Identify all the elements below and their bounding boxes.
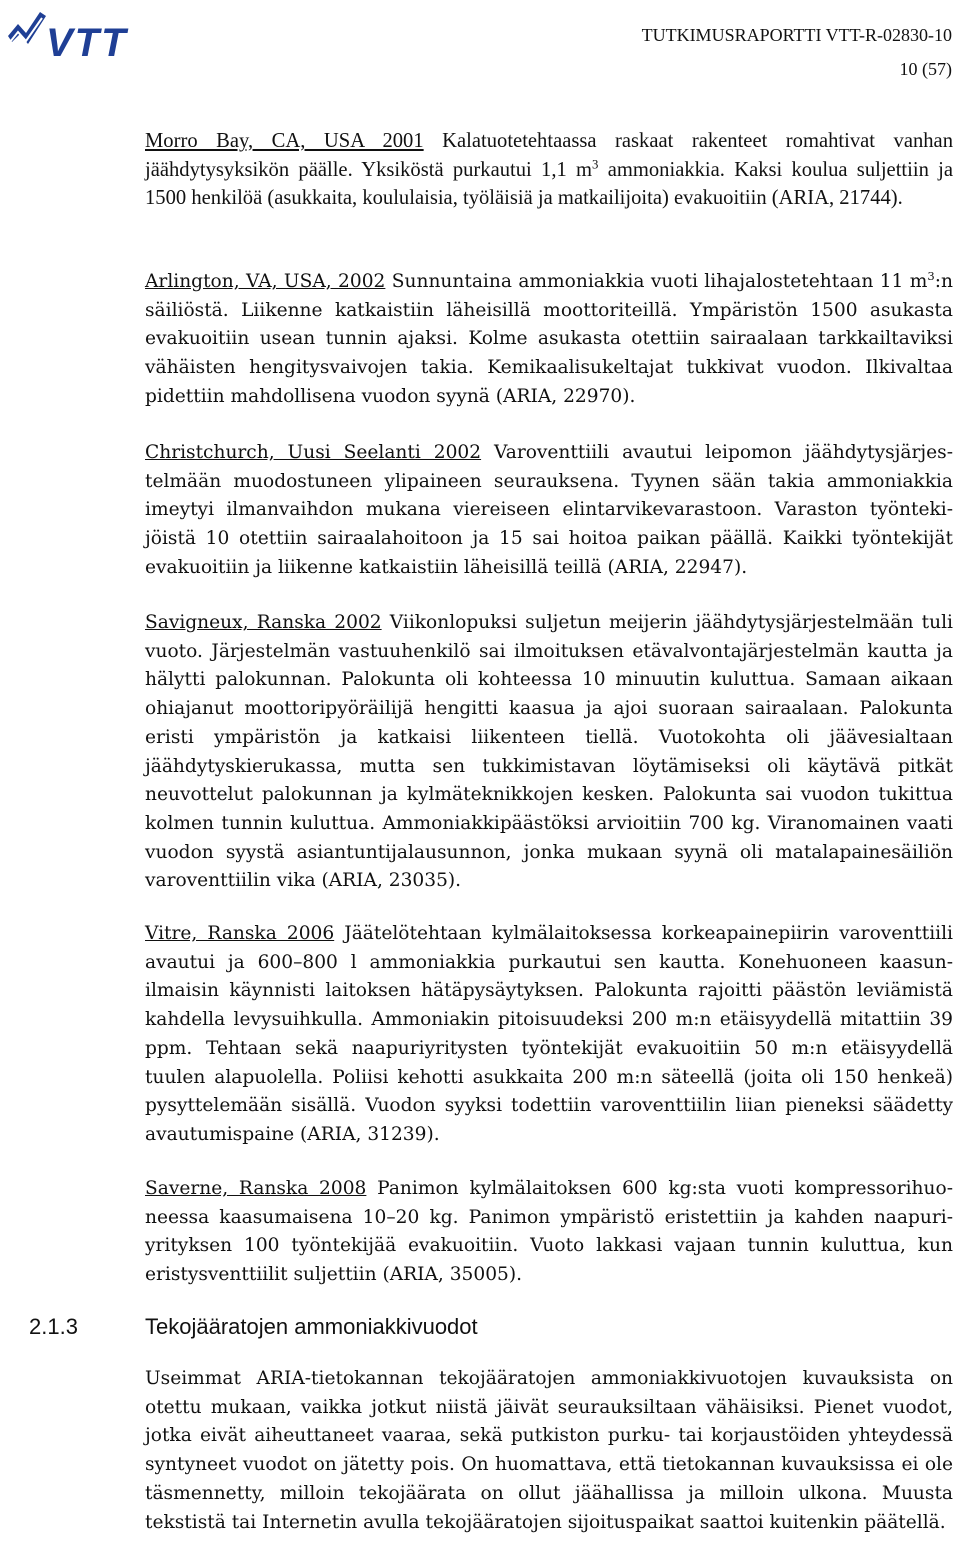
incident-lead: Savigneux, Ranska 2002 [145,612,382,633]
incident-lead: Morro Bay, CA, USA 2001 [145,130,424,152]
vtt-logo [6,6,158,62]
incident-paragraph: Arlington, VA, USA, 2002 Sunnuntaina ammoniakkia vuoti lihajalostetehtaan 11 $m^3:n$ säiliöstä. Liikenne katkaistiin läheisillä moottoriteillä. Ympäristön 1500 asukasta evakuoitiin usean tunnin ajaksi. Kolme asukasta otettiin sairaalaan tarkkailtaviksi vähäisten hengitysvaivojen takia. Kemikaalisukeltajat tukkivat vuodon. Ilkivaltaa pidettiin mahdollisena vuodon syynä (ARIA, 22970). [145,269,953,407]
incident-paragraph: Christchurch, Uusi Seelanti 2002 Varoventtiili avautui leipomon jäähdytysjärjestelmään muodostuneen ylipaineen seurauksena. Tyynen sään takia ammoniakkia imeytyi ilmanvaihdon mukana viereiseen elintarvikevarastoon. Varaston työntekijöistä 10 otettiin sairaalahoitoon ja 15 sai hoitoa paikan päällä. Kaikki työntekijät evakuoitiin ja liikenne katkaistiin läheisillä teillä (ARIA, 22947). [145,442,953,578]
incident-lead: Vitre, Ranska 2006 [145,923,335,944]
page-number: 10 (57) [899,59,952,79]
incident-lead: Christchurch, Uusi Seelanti 2002 [145,442,482,463]
incident-lead: Arlington, VA, USA, 2002 [145,271,386,292]
svg-text:VTT: VTT [46,21,128,62]
section-title: Tekojääratojen ammoniakkivuodot [145,1314,478,1339]
section-number: 2.1.3 [29,1314,78,1339]
page-header [642,18,952,86]
incident-paragraph: Vitre, Ranska 2006 Jäätelötehtaan kylmälaitoksessa korkeapainepiirin varoventtiili avautui ja 600–800 l ammoniakkia purkautui sen kautta. Konehuoneen kaasunilmaisin käynnisti laitoksen hätäpysäytyksen. Palokunta rajoitti päästön leviämistä kahdella levysuihkulla. Ammoniakin pitoisuudeksi 200 m:n etäisyydellä mitattiin 39 ppm. Tehtaan sekä naapuriyritysten työntekijät evakuoitiin 50 m:n etäisyydellä tuulen alapuolella. Poliisi kehotti asukkaita 200 m:n säteellä (joita oli 150 henkeä) pysyttelemään sisällä. Vuodon syyksi todettiin varoventtiilin liian pieneksi säädetty avautumispaine (ARIA, 31239). [145,923,953,1145]
closing-paragraph: Useimmat ARIA-tietokannan tekojääratojen ammoniakkivuotojen kuvauksista on otettu mukaan, vaikka jotkut niistä jäivät seurauksiltaan vähäisiksi. Pienet vuodot, jotka eivät aiheuttaneet vaaraa, sekä putkiston purku- tai korjaustöiden yhteydessä syntyneet vuodot on jätetty pois. On huomattava, että tietokannan kuvauksissa ei ole täsmennetty, milloin tekojäärata on ollut jäähallissa ja milloin ulkona. Muusta tekstistä tai Internetin avulla tekojääratojen sijoituspaikat saattoi kuitenkin päätellä. [145,1368,953,1533]
report-id: TUTKIMUSRAPORTTI VTT-R-02830-10 [641,25,952,45]
incident-paragraph: Savigneux, Ranska 2002 Viikonlopuksi suljetun meijerin jäähdytysjärjestelmään tuli vuoto. Järjestelmän vastuuhenkilö sai ilmoituksen etävalvontajärjestelmän kautta ja hälytti palokunnan. Palokunta oli kohteessa 10 minuutin kuluttua. Samaan aikaan ohiajanut moottoripyöräilijä hengitti kaasua ja ajoi suoraan sairaalaan. Palokunta eristi ympäristön ja katkaisi liikenteen tiellä. Vuotokohta oli jäävesialtaan jäähdytyskierukassa, mutta sen tukkimistavan löytämiseksi oli käytävä pitkät neuvottelut palokunnan ja kylmäteknikkojen kesken. Palokunta sai vuodon tukittua kolmen tunnin kuluttua. Ammoniakkipäästöksi arvioitiin 700 kg. Viranomainen vaati vuodon syystä asiantuntijalausunnon, jonka mukaan syynä oli matalapainesäiliön varoventtiilin vika (ARIA, 23035). [145,612,953,892]
incident-lead: Saverne, Ranska 2008 [145,1178,367,1199]
incident-paragraph: Saverne, Ranska 2008 Panimon kylmälaitoksen 600 kg:sta vuoti kompressorihuoneessa kaasumaisena 10–20 kg. Panimon ympäristö eristettiin ja kahden naapuriyrityksen 100 työntekijää evakuoitiin. Vuoto lakkasi vajaan tunnin kuluttua, kun eristysventtiilit suljettiin (ARIA, 35005). [145,1178,954,1286]
incident-paragraph: Morro Bay, CA, USA 2001 Kalatuotetehtaassa raskaat rakenteet romahtivat vanhan jäähdytysyksikön päälle. Yksiköstä purkautui 1,1 $m^3$ ammoniakkia. Kaksi koulua suljettiin ja 1500 henkilöä (asukkaita, koululaisia, työläisiä ja matkailijoita) evakuoitiin (ARIA, 21744). [145,130,953,210]
